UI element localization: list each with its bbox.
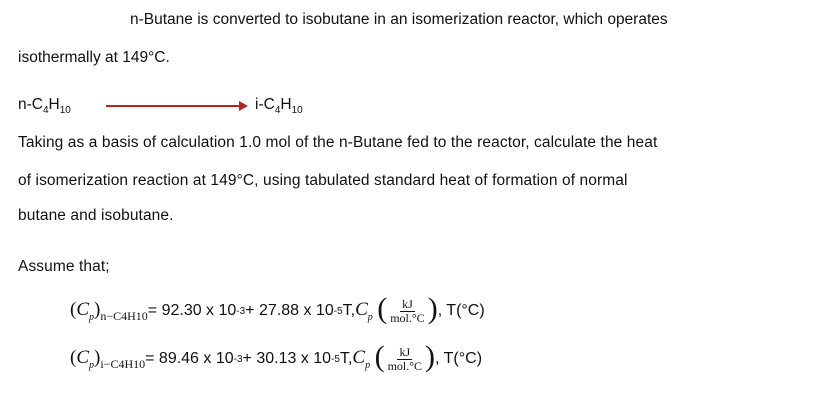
cp-equation-n-butane: $(C_p)$ n−C4H10 = 92.30 x 10 -3 + 27.88 x 10 -5 T, $C_p$ ( $\frac{kJ}{\text{mol.°C}}$ ) , T(°C) [70,292,485,325]
unit-fraction: $\frac{kJ}{\text{mol.°C}}$ [390,296,425,325]
task-line-1: Taking as a basis of calculation 1.0 mol of the n-Butane fed to the reactor, calculate the heat [18,134,658,151]
task-line-2: of isomerization reaction at 149°C, using tabulated standard heat of formation of normal [18,172,628,189]
intro-line-2: isothermally at 149°C. [18,49,170,66]
intro-line-1: n-Butane is converted to isobutane in an isomerization reactor, which operates [130,11,668,28]
assume-heading: Assume that; [18,258,110,275]
reactant-formula: $n-C_4H_{10}$ [18,96,71,117]
cp-equation-isobutane: $(C_p)$ i−C4H10 = 89.46 x 10 -3 + 30.13 x 10 -5 T, $C_p$ ( $\frac{kJ}{\text{mol.°C}}$ ) , T(°C) [70,340,483,373]
reaction-arrow-icon [106,105,240,107]
unit-fraction: $\frac{kJ}{\text{mol.°C}}$ [387,344,423,373]
reaction-equation [18,96,338,116]
product-formula: $i-C_4H_{10}$ [255,96,303,117]
task-line-3: butane and isobutane. [18,207,174,224]
